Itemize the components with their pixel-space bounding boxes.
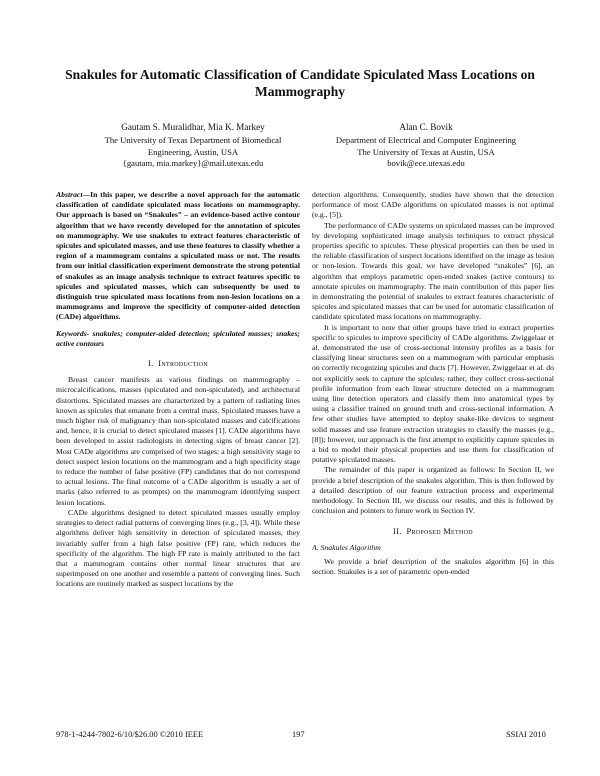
paragraph: We provide a brief description of the snakules algorithm [6] in this section. Snakules is a set of parametric open-ended: [312, 556, 554, 577]
section-title: Proposed Method: [406, 526, 473, 536]
paragraph: The performance of CADe systems on spiculated masses can be improved by developing sophisticated image analysis techniques to extract physical properties specific to spicules. These physical properties can then be used in the reliable classification of suspect locations identified on the image as lesion or non-lesion. Towards this goal, we have developed “snakules” [6], an algorithm that employs parametric open-ended snakes (active contours) to annotate spicules on mammography. The main contribution of this paper lies in demonstrating the potential of snakules to extract features characteristic of spicules and spiculated masses that can be used for automatic classification of candidate spiculated mass locations on mammography.: [312, 220, 554, 322]
author-affiliation-line: The University of Texas Department of Biomedical: [104, 135, 282, 146]
footer-isbn: 978-1-4244-7802-6/10/$26.00 ©2010 IEEE: [56, 730, 204, 739]
paragraph: The remainder of this paper is organized as follows: In Section II, we provide a brief description of the snakules algorithm. This is then followed by a detailed description of our feature extraction process and experimental methodology. In Section III, we discuss our results, and this is followed by conclusion and pointers to future work in Section IV.: [312, 465, 554, 516]
paragraph: CADe algorithms designed to detect spiculated masses usually employ strategies to detect radial patterns of converging lines (e.g., [3, 4]). While these algorithms deliver high sensitivity in detection of spiculated masses, they invariably suffer from a high false positive (FP) rate, which reduces the specificity of the algorithm. The high FP rate is mainly attributed to the fact that a mammogram contains other normal linear structures that are superimposed on one another and resemble a pattern of converging lines. Such locations are routinely marked as suspect locations by the: [56, 507, 300, 589]
section-heading-proposed-method: [312, 527, 554, 537]
paragraph: It is important to note that other groups have tried to extract properties specific to spicules to improve specificity of CADe algorithms. Zwiggelaar et al. demonstrated the use of cross-sectional intensity profiles as a basis for classifying linear structures seen on a mammogram with particular emphasis on correctly recognizing spicules and ducts [7]. However, Zwiggelaar et al. do not explicitly seek to capture the spicules; rather, they collect cross-sectional profile information from each linear structure detected on a mammogram using line detection operators and classify them into anatomical types by using a classifier trained on ground truth and cross-sectional information. A few other studies have attempted to deploy snake-like devices to segment solid masses and use feature extraction strategies to classify the masses (e.g., [8]); however, our approach is the first attempt to explicitly capture spicules in a bid to model their physical properties and use them for classification of putative spiculated masses.: [312, 322, 554, 465]
author-block-left: [62, 122, 324, 170]
left-column: [56, 190, 300, 590]
author-affiliation-line: The University of Texas at Austin, USA: [357, 146, 495, 157]
author-names: Gautam S. Muralidhar, Mia K. Markey: [121, 122, 265, 132]
paragraph: detection algorithms. Consequently, studies have shown that the detection performance of most CADe algorithms on spiculated masses is not optimal (e.g., [5]).: [312, 190, 554, 220]
keywords: Keywords- snakules; computer-aided detection; spiculated masses; snakes; active contours: [56, 328, 300, 348]
footer-conference: SSIAI 2010: [506, 730, 546, 739]
paragraph: Breast cancer manifests as various findings on mammography – microcalcifications, masses (spiculated and non-spiculated), and architectural distortions. Spiculated masses are characterized by a pattern of radiating lines known as spicules that emanate from a central mass. Spiculated masses have a much higher risk of malignancy than non-spiculated masses and calcifications and, hence, it is crucial to detect spiculated masses [1]. CADe algorithms have been developed to assist radiologists in detecting signs of breast cancer [2]. Most CADe algorithms are comprised of two stages: a high sensitivity stage to detect suspect lesion locations on the mammogram and a high specificity stage to reduce the number of false positive (FP) candidates that do not correspond to actual lesions. The final outcome of a CADe algorithm is usually a set of marks (also referred to as prompts) on the mammogram identifying suspect lesion locations.: [56, 375, 300, 507]
author-email: bovik@ece.utexas.edu: [387, 158, 465, 169]
abstract-text: —In this paper, we describe a novel approach for the automatic classification of candidate spiculated mass locations on mammography. Our approach is based on “Snakules” – an evidence-based active contour algorithm that we have recently developed for the annotation of spicules on mammography. We use snakules to extract features characteristic of spicules and spiculated masses, and use these features to classify whether a region of a mammogram contains a spiculated mass or not. The results from our initial classification experiment demonstrate the strong potential of snakules as an image analysis technique to extract features specific to spicules and spiculated masses, which can subsequently be used to distinguish true spiculated mass locations from non-lesion locations on a mammograms and improve the specificity of computer-aided detection (CADe) algorithms.: [56, 190, 301, 322]
author-block-right: [316, 122, 536, 170]
author-email: {gautam, mia.markey}@mail.utexas.edu: [122, 158, 264, 169]
subsection-heading: A. Snakules Algorithm: [312, 542, 381, 552]
author-affiliation-line: Engineering, Austin, USA: [147, 146, 239, 157]
abstract: [56, 190, 300, 323]
author-names: Alan C. Bovik: [399, 122, 453, 132]
author-affiliation-line: Department of Electrical and Computer Engineering: [335, 135, 517, 146]
section-heading-introduction: [56, 359, 300, 369]
section-number: II.: [393, 526, 402, 536]
section-number: I.: [147, 359, 154, 369]
paper-title: Snakules for Automatic Classification of Candidate Spiculated Mass Locations on Mammography: [65, 67, 535, 99]
abstract-lead: Abstract: [56, 190, 83, 199]
section-title: Introduction: [158, 359, 208, 369]
footer-page-number: 197: [292, 730, 305, 739]
right-column: [312, 190, 554, 577]
